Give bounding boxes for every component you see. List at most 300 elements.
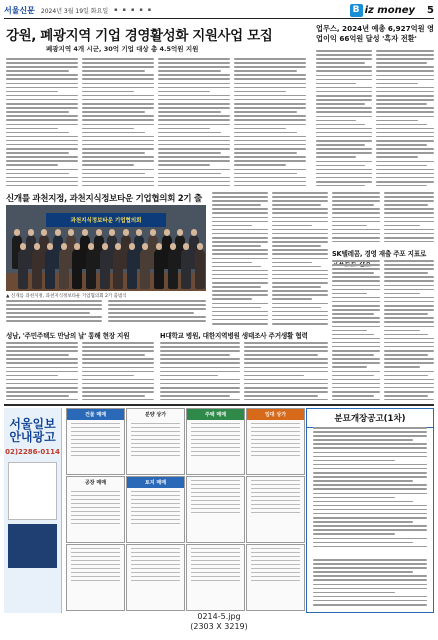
text-line xyxy=(332,217,380,219)
text-line xyxy=(272,233,328,235)
public-notice-title: 분묘개장공고(1차) xyxy=(307,409,433,428)
ad-text-line xyxy=(71,455,120,456)
text-line xyxy=(332,276,380,278)
photo-person-head xyxy=(34,243,40,250)
text-line xyxy=(316,83,356,85)
text-line xyxy=(234,177,306,179)
text-line xyxy=(6,160,78,162)
text-line xyxy=(376,181,434,183)
text-line xyxy=(376,152,434,154)
photo-person-head xyxy=(28,229,34,236)
text-line xyxy=(316,87,372,89)
ad-text-line xyxy=(191,488,240,489)
text-line xyxy=(384,229,434,231)
text-line xyxy=(212,245,261,247)
text-line xyxy=(212,204,261,206)
masthead-name: 서울신문 xyxy=(4,5,35,15)
text-line xyxy=(244,391,328,393)
text-line xyxy=(82,387,154,389)
text-line xyxy=(212,298,252,300)
ad-text-line xyxy=(71,515,120,516)
text-line xyxy=(316,50,372,52)
photo-person-head xyxy=(109,229,115,236)
text-line xyxy=(212,217,268,219)
text-line xyxy=(234,128,286,130)
text-line xyxy=(160,350,240,352)
text-line xyxy=(158,99,230,101)
ad-cell-title: 분양 상가 xyxy=(144,412,167,418)
text-line xyxy=(160,342,240,344)
ad-text-line xyxy=(71,580,120,581)
photo-person xyxy=(181,249,191,289)
text-line xyxy=(384,272,428,274)
text-line xyxy=(376,58,434,60)
text-line xyxy=(212,192,268,194)
text-line xyxy=(376,75,434,77)
side-story-column-1 xyxy=(316,50,372,186)
text-line xyxy=(234,140,306,142)
text-line xyxy=(376,161,434,163)
text-line xyxy=(160,379,240,381)
text-line xyxy=(376,124,427,126)
text-line xyxy=(234,181,306,183)
text-line xyxy=(316,107,372,109)
top-strip xyxy=(4,3,434,17)
text-line xyxy=(212,208,268,210)
text-line xyxy=(332,317,380,319)
right-mid-subhead: SK텔레콤, 경영 재출 주포 지표로 xyxy=(332,250,427,258)
text-line xyxy=(6,132,69,134)
text-line xyxy=(82,173,145,175)
text-line xyxy=(272,294,328,296)
text-line xyxy=(244,362,328,364)
bottom-mid-column-2 xyxy=(244,342,328,400)
text-line xyxy=(212,303,268,305)
text-line xyxy=(244,375,304,377)
text-line xyxy=(376,87,434,89)
text-line xyxy=(376,111,434,113)
text-line xyxy=(384,196,434,198)
text-line xyxy=(6,387,78,389)
text-line xyxy=(108,316,206,318)
text-line xyxy=(313,529,427,531)
ad-text-line xyxy=(191,572,240,573)
text-line xyxy=(82,132,145,134)
text-line xyxy=(160,395,230,397)
text-line xyxy=(160,383,240,385)
text-line xyxy=(384,313,428,315)
text-line xyxy=(82,354,145,356)
text-line xyxy=(376,156,418,158)
text-line xyxy=(332,379,380,381)
text-line xyxy=(316,116,372,118)
text-line xyxy=(6,70,69,72)
text-line xyxy=(6,99,78,101)
text-line xyxy=(384,375,428,377)
ad-text-line xyxy=(71,507,120,508)
text-line xyxy=(234,78,306,80)
ad-text-line xyxy=(191,496,240,497)
text-line xyxy=(384,399,434,400)
text-line xyxy=(313,533,395,535)
text-line xyxy=(313,484,427,486)
photo-caption: ▲ 신개를 과천지정, 과천지식정보타운 기업협의회 2기 출범식 xyxy=(6,294,127,299)
text-line xyxy=(384,334,428,336)
ad-text-line xyxy=(251,496,300,497)
ad-text-line xyxy=(191,580,240,581)
text-line xyxy=(234,107,306,109)
ad-text-line xyxy=(191,435,240,436)
text-line xyxy=(6,156,78,158)
text-line xyxy=(376,79,434,81)
text-line xyxy=(316,120,356,122)
photo-story-text-1 xyxy=(6,300,102,324)
text-line xyxy=(316,185,365,186)
text-line xyxy=(82,160,154,162)
ad-text-line xyxy=(131,431,180,432)
text-line xyxy=(332,354,374,356)
text-line xyxy=(384,204,428,206)
text-line xyxy=(158,119,230,121)
main-story-column-4 xyxy=(234,58,306,186)
text-line xyxy=(82,383,154,385)
text-line xyxy=(82,177,154,179)
photo-person-head xyxy=(129,243,135,250)
ad-text-line xyxy=(131,495,180,496)
text-line xyxy=(316,148,372,150)
text-line xyxy=(272,270,328,272)
text-line xyxy=(82,83,154,85)
ad-text-line xyxy=(191,427,240,428)
ad-text-line xyxy=(251,455,300,456)
text-line xyxy=(272,204,321,206)
event-photo xyxy=(6,205,206,291)
text-line xyxy=(160,391,240,393)
text-line xyxy=(332,350,380,352)
text-line xyxy=(376,148,434,150)
text-line xyxy=(234,99,306,101)
text-line xyxy=(332,212,380,214)
text-line xyxy=(332,321,380,323)
text-line xyxy=(234,83,306,85)
text-line xyxy=(384,301,434,303)
text-line xyxy=(6,379,78,381)
text-line xyxy=(6,140,78,142)
bottom-mid-subhead: H대학교 병원, 대한지역병원 생태조사 주거생활 협력 xyxy=(160,332,308,340)
text-line xyxy=(82,350,154,352)
text-line xyxy=(384,350,434,352)
text-line xyxy=(82,107,154,109)
text-line xyxy=(332,383,380,385)
ad-text-line xyxy=(191,560,240,561)
text-line xyxy=(376,144,427,146)
ad-cell xyxy=(66,476,125,543)
ad-text-line xyxy=(251,556,300,557)
text-line xyxy=(82,119,154,121)
ad-text-line xyxy=(191,500,240,501)
text-line xyxy=(108,312,194,314)
text-line xyxy=(212,315,268,317)
text-line xyxy=(234,74,306,76)
text-line xyxy=(234,148,306,150)
text-line xyxy=(82,185,154,186)
text-line xyxy=(234,62,306,64)
ad-text-line xyxy=(191,508,240,509)
text-line xyxy=(376,173,434,175)
ad-cell xyxy=(66,544,125,611)
text-line xyxy=(234,66,306,68)
text-line xyxy=(272,303,328,305)
photo-person xyxy=(18,249,28,289)
text-line xyxy=(272,266,321,268)
text-line xyxy=(384,346,434,348)
ad-cell xyxy=(186,408,245,475)
text-line xyxy=(158,169,230,171)
ad-text-line xyxy=(191,423,240,424)
text-line xyxy=(6,300,102,302)
text-line xyxy=(272,315,328,317)
ad-text-line xyxy=(251,568,300,569)
text-line xyxy=(376,91,434,93)
text-line xyxy=(82,379,154,381)
text-line xyxy=(244,342,328,344)
text-line xyxy=(316,58,372,60)
text-line xyxy=(384,326,434,328)
text-line xyxy=(234,169,306,171)
text-line xyxy=(313,488,427,490)
text-line xyxy=(244,350,328,352)
text-line xyxy=(6,304,102,306)
photo-person-head xyxy=(170,243,176,250)
ad-text-line xyxy=(71,439,120,440)
text-line xyxy=(108,300,206,302)
text-line xyxy=(82,358,154,360)
text-line xyxy=(272,245,321,247)
ad-text-line xyxy=(71,564,120,565)
text-line xyxy=(313,468,427,470)
text-line xyxy=(384,268,434,270)
text-line xyxy=(272,241,328,243)
text-line xyxy=(272,286,321,288)
ad-text-line xyxy=(131,511,180,512)
text-line xyxy=(212,274,268,276)
text-line xyxy=(272,274,328,276)
text-line xyxy=(332,342,380,344)
text-line xyxy=(384,276,434,278)
text-line xyxy=(376,140,434,142)
ad-text-line xyxy=(71,568,120,569)
text-line xyxy=(272,298,312,300)
text-line xyxy=(272,282,328,284)
ad-text-line xyxy=(251,576,300,577)
text-line xyxy=(313,559,427,561)
text-line xyxy=(234,111,297,113)
text-line xyxy=(376,54,434,56)
photo-person xyxy=(86,249,96,289)
text-line xyxy=(6,173,69,175)
ad-cell xyxy=(126,476,185,543)
text-line xyxy=(6,144,78,146)
classified-ads xyxy=(4,404,434,613)
text-line xyxy=(313,604,427,606)
text-line xyxy=(158,87,230,89)
text-line xyxy=(316,111,372,113)
text-line xyxy=(6,346,78,348)
text-line xyxy=(82,128,134,130)
text-line xyxy=(82,156,154,158)
text-line xyxy=(234,124,306,126)
text-line xyxy=(212,200,268,202)
text-line xyxy=(384,330,420,332)
text-line xyxy=(234,103,306,105)
text-line xyxy=(234,173,297,175)
main-subhead: 폐광지역 4개 시군, 30억 기업 대상 총 4.5억원 지원 xyxy=(46,45,199,53)
text-line xyxy=(376,62,427,64)
text-line xyxy=(6,95,78,97)
text-line xyxy=(316,54,372,56)
text-line xyxy=(384,317,434,319)
ad-text-line xyxy=(191,548,240,549)
text-line xyxy=(6,124,78,126)
text-line xyxy=(82,391,154,393)
text-line xyxy=(384,309,434,311)
text-line xyxy=(332,305,380,307)
ad-text-line xyxy=(191,564,240,565)
ad-text-line xyxy=(191,492,240,493)
main-story-column-3 xyxy=(158,58,230,186)
text-line xyxy=(82,371,154,373)
text-line xyxy=(313,579,427,581)
text-line xyxy=(332,272,374,274)
text-line xyxy=(212,270,268,272)
section-name: iz money xyxy=(364,4,416,16)
image-dimensions: (2303 X 3219) xyxy=(190,622,248,632)
text-line xyxy=(158,62,230,64)
text-line xyxy=(212,311,268,313)
text-line xyxy=(313,546,427,547)
ad-text-line xyxy=(251,480,300,481)
text-line xyxy=(316,165,365,167)
text-line xyxy=(332,208,380,210)
ad-cell xyxy=(66,408,125,475)
text-line xyxy=(6,128,58,130)
text-line xyxy=(160,375,218,377)
text-line xyxy=(160,387,240,389)
bottom-left-column-2 xyxy=(82,342,154,400)
text-line xyxy=(272,323,328,325)
text-line xyxy=(212,233,268,235)
text-line xyxy=(160,371,240,373)
photo-person-head xyxy=(41,229,47,236)
ad-text-line xyxy=(251,504,300,505)
ad-text-line xyxy=(131,491,180,492)
text-line xyxy=(376,99,434,101)
text-line xyxy=(158,115,230,117)
text-line xyxy=(234,58,306,60)
text-line xyxy=(158,83,230,85)
text-line xyxy=(212,282,268,284)
image-footer xyxy=(0,612,438,633)
text-line xyxy=(376,83,418,85)
ad-text-line xyxy=(131,503,180,504)
text-line xyxy=(212,237,268,239)
text-line xyxy=(6,74,78,76)
text-line xyxy=(316,156,356,158)
text-line xyxy=(384,358,434,360)
photo-person-head xyxy=(88,243,94,250)
text-line xyxy=(6,358,78,360)
text-line xyxy=(313,493,427,495)
text-line xyxy=(6,177,78,179)
photo-person-head xyxy=(177,229,183,236)
photo-person-head xyxy=(61,243,67,250)
ad-text-line xyxy=(251,427,300,428)
text-line xyxy=(212,258,268,260)
text-line xyxy=(82,144,154,146)
text-line xyxy=(6,181,78,183)
text-line xyxy=(6,342,78,344)
ad-text-line xyxy=(131,515,180,516)
text-line xyxy=(82,342,154,344)
text-line xyxy=(272,311,328,313)
text-line xyxy=(313,472,427,474)
ad-text-line xyxy=(251,560,300,561)
ad-text-line xyxy=(71,443,120,444)
ad-text-line xyxy=(131,451,180,452)
ad-text-line xyxy=(191,451,240,452)
text-line xyxy=(272,217,328,219)
text-line xyxy=(313,592,395,594)
text-line xyxy=(313,476,427,478)
text-line xyxy=(212,307,261,309)
text-line xyxy=(158,164,210,166)
text-line xyxy=(313,588,427,590)
text-line xyxy=(376,120,418,122)
text-line xyxy=(313,509,427,511)
text-line xyxy=(313,567,427,569)
text-line xyxy=(158,74,230,76)
ad-cell xyxy=(186,476,245,543)
text-line xyxy=(244,387,328,389)
text-line xyxy=(6,152,69,154)
text-line xyxy=(316,66,372,68)
ad-text-line xyxy=(71,503,120,504)
main-headline: 강원, 폐광지역 기업 경영활성화 지원사업 모집 xyxy=(6,28,273,44)
text-line xyxy=(158,136,230,138)
text-line xyxy=(6,395,69,397)
text-line xyxy=(82,95,154,97)
text-line xyxy=(384,208,434,210)
ad-text-line xyxy=(71,560,120,561)
text-line xyxy=(332,264,380,266)
ad-text-line xyxy=(71,556,120,557)
photo-person-head xyxy=(47,243,53,250)
text-line xyxy=(6,367,78,369)
ad-cell xyxy=(246,476,305,543)
text-line xyxy=(313,435,427,437)
text-line xyxy=(376,50,434,52)
text-line xyxy=(6,350,78,352)
text-line xyxy=(272,192,328,194)
photo-person xyxy=(72,249,82,289)
text-line xyxy=(244,346,328,348)
ad-text-line xyxy=(71,451,120,452)
text-line xyxy=(82,74,154,76)
text-line xyxy=(316,79,372,81)
text-line xyxy=(332,200,380,202)
text-line xyxy=(313,525,427,527)
ad-phone: 02)2286-0114 xyxy=(5,448,60,457)
